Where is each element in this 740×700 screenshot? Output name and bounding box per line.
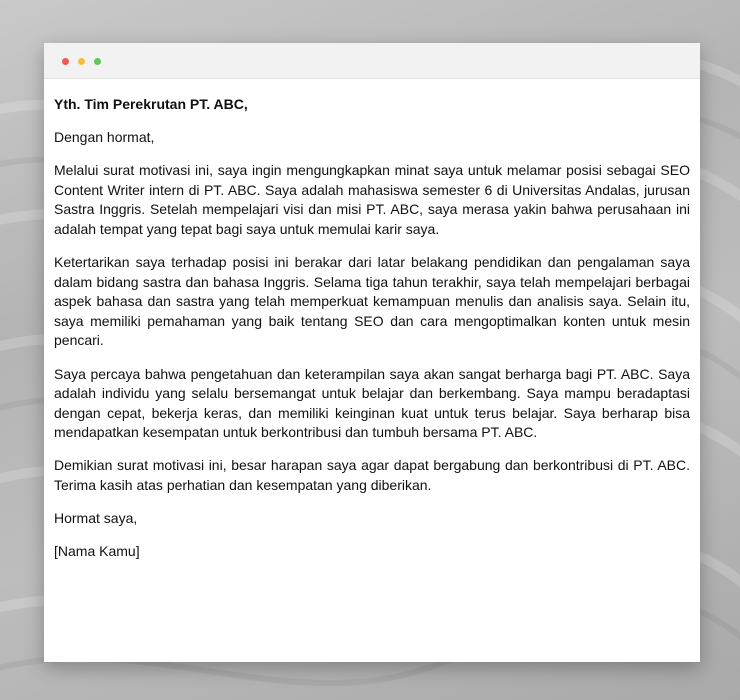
window-titlebar [44,43,700,79]
maximize-window-icon[interactable] [94,58,101,65]
letter-salutation: Yth. Tim Perekrutan PT. ABC, [54,96,248,112]
close-window-icon[interactable] [62,58,69,65]
letter-closing: Hormat saya, [54,510,138,527]
letter-paragraph: Demikian surat motivasi ini, besar harapan saya agar dapat bergabung dan berkontribusi di PT. ABC. Terima kasih atas perhatian dan kesempatan yang diberikan. [54,457,690,493]
letter-paragraph: Ketertarikan saya terhadap posisi ini berakar dari latar belakang pendidikan dan pengalaman saya dalam bidang sastra dan bahasa Inggris. Selama tiga tahun terakhir, saya telah mempelajari berbagai aspek bahasa dan sastra yang telah memperkuat kemampuan menulis dan analisis saya. Selain itu, saya memiliki pemahaman yang baik tentang SEO dan cara mengoptimalkan konten untuk mesin pencari. [54,254,690,349]
letter-paragraph: Saya percaya bahwa pengetahuan dan keterampilan saya akan sangat berharga bagi PT. ABC. Saya adalah individu yang selalu bersemangat untuk belajar dan berkembang. Saya mampu beradaptasi dengan cepat, bekerja keras, dan memiliki keinginan kuat untuk terus belajar. Saya berharap bisa mendapatkan kesempatan untuk berkontribusi dan tumbuh bersama PT. ABC. [54,365,690,441]
letter-signature: [Nama Kamu] [54,543,140,560]
letter-opening: Dengan hormat, [54,129,155,146]
letter-window [44,43,700,662]
letter-paragraph: Melalui surat motivasi ini, saya ingin mengungkapkan minat saya untuk melamar posisi sebagai SEO Content Writer intern di PT. ABC. Saya adalah mahasiswa semester 6 di Universitas Andalas, jurusan Sastra Inggris. Setelah mempelajari visi dan misi PT. ABC, saya merasa yakin bahwa perusahaan ini adalah tempat yang tepat bagi saya untuk memulai karir saya. [54,162,690,237]
letter-body [44,79,700,562]
minimize-window-icon[interactable] [78,58,85,65]
